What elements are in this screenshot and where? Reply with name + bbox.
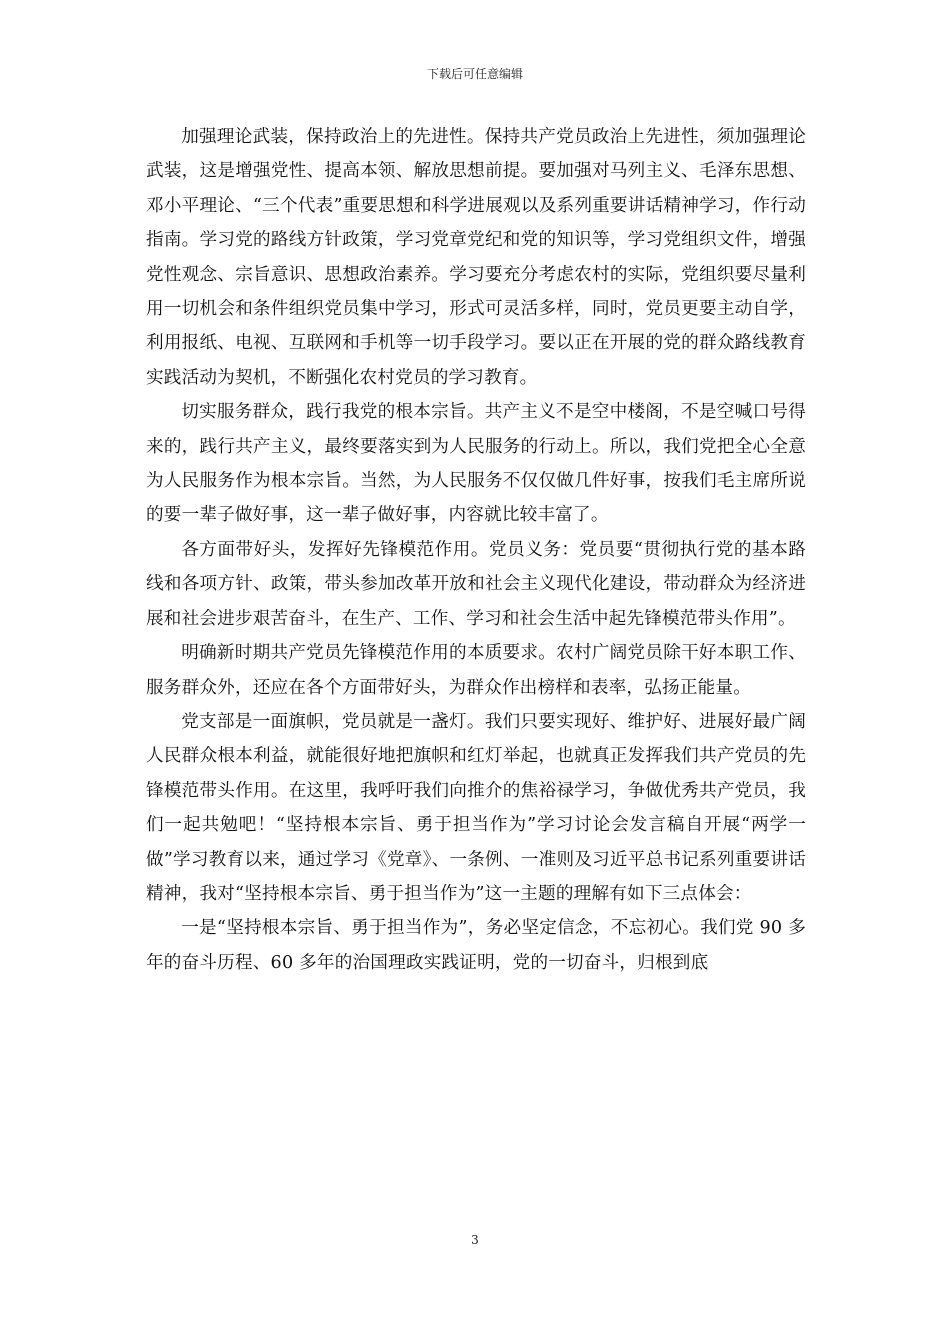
document-body bbox=[146, 120, 806, 980]
paragraph-point-one: 一是“坚持根本宗旨、勇于担当作为”，务必坚定信念，不忘初心。我们党 90 多年的奋斗历程、60 多年的治国理政实践证明，党的一切奋斗，归根到底 bbox=[146, 918, 806, 973]
paragraph-serve-masses: 切实服务群众，践行我党的根本宗旨。共产主义不是空中楼阁，不是空喊口号得来的，践行共产主义，最终要落实到为人民服务的行动上。所以，我们党把全心全意为人民服务作为根本宗旨。当然，为人民服务不仅仅做几件好事，按我们毛主席所说的要一辈子做好事，这一辈子做好事，内容就比较丰富了。 bbox=[146, 402, 806, 526]
paragraph-vanguard-role: 明确新时期共产党员先锋模范作用的本质要求。农村广阔党员除干好本职工作、服务群众外，还应在各个方面带好头，为群众作出榜样和表率，弘扬正能量。 bbox=[146, 643, 806, 698]
paragraph-theory-arming: 加强理论武装，保持政治上的先进性。保持共产党员政治上先进性，须加强理论武装，这是增强党性、提高本领、解放思想前提。要加强对马列主义、毛泽东思想、邓小平理论、“三个代表”重要思想和科学进展观以及系列重要讲话精神学习，作行动指南。学习党的路线方针政策，学习党章党纪和党的知识等，学习党组织文件，增强党性观念、宗旨意识、思想政治素养。学习要充分考虑农村的实际，党组织要尽量利用一切机会和条件组织党员集中学习，形式可灵活多样，同时，党员更要主动自学，利用报纸、电视、互联网和手机等一切手段学习。要以正在开展的党的群众路线教育实践活动为契机，不断强化农村党员的学习教育。 bbox=[146, 127, 806, 388]
page-header: 下载后可任意编辑 bbox=[426, 67, 523, 81]
page-number: 3 bbox=[471, 1233, 479, 1247]
paragraph-lead-by-example: 各方面带好头，发挥好先锋模范作用。党员义务：党员要“贯彻执行党的基本路线和各项方针、政策，带头参加改革开放和社会主义现代化建设，带动群众为经济进展和社会进步艰苦奋斗，在生产、工作、学习和社会生活中起先锋模范带头作用”。 bbox=[146, 539, 806, 629]
paragraph-party-branch-flag: 党支部是一面旗帜，党员就是一盏灯。我们只要实现好、维护好、进展好最广阔人民群众根本利益，就能很好地把旗帜和红灯举起，也就真正发挥我们共产党员的先锋模范带头作用。在这里，我呼吁我们向推介的焦裕禄学习，争做优秀共产党员，我们一起共勉吧！“坚持根本宗旨、勇于担当作为”学习讨论会发言稿自开展“两学一做”学习教育以来，通过学习《党章》、一条例、一准则及习近平总书记系列重要讲话精神，我对“坚持根本宗旨、勇于担当作为”这一主题的理解有如下三点体会： bbox=[146, 711, 806, 904]
